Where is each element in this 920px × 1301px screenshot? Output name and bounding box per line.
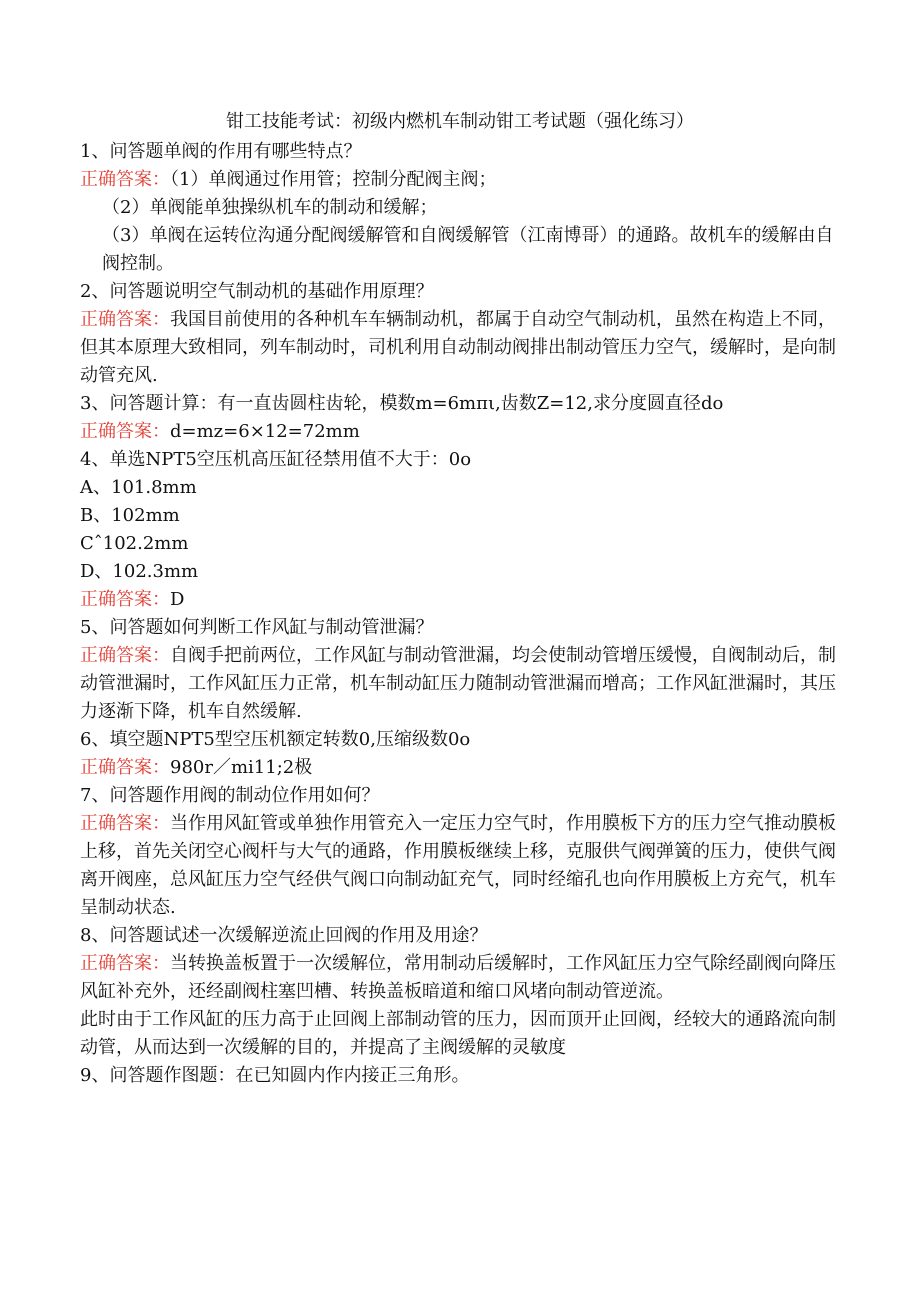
answer-6: [80, 754, 840, 782]
answer-8-continued: 此时由于工作风缸的压力高于止回阀上部制动管的压力，因而顶开止回阀，经较大的通路流向制动管，从而达到一次缓解的目的，并提高了主阀缓解的灵敏度: [80, 1009, 836, 1058]
answer-5: [80, 642, 840, 726]
question-1: 1、问答题单阀的作用有哪些特点？: [80, 141, 362, 162]
answer-label: 正确答案：: [80, 169, 170, 190]
answer-label: 正确答案：: [80, 421, 170, 442]
question-9: 9、问答题作图题：在已知圆内作内接正三角形。: [80, 1065, 470, 1086]
answer-label: 正确答案：: [80, 813, 170, 834]
answer-2-text: 我国目前使用的各种机车车辆制动机，都属于自动空气制动机，虽然在构造上不同，但其本原理大致相同，列车制动时，司机利用自动制动阀排出制动管压力空气，缓解时，是向制动管充风.: [80, 309, 836, 386]
answer-3: [80, 418, 840, 446]
answer-8: [80, 950, 840, 1006]
answer-label: 正确答案：: [80, 757, 170, 778]
answer-label: 正确答案：: [80, 309, 170, 330]
option-b: B、102mm: [80, 505, 180, 526]
page-title: 钳工技能考试：初级内燃机车制动钳工考试题（强化练习）: [226, 111, 694, 132]
answer-1-line-2: （2）单阀能单独操纵机车的制动和缓解；: [102, 197, 438, 218]
answer-5-text: 自阀手把前两位，工作风缸与制动管泄漏，均会使制动管增压缓慢，自阀制动后，制动管泄漏时，工作风缸压力正常，机车制动缸压力随制动管泄漏而增高；工作风缸泄漏时，其压力逐渐下降，机车自然缓解.: [80, 645, 836, 722]
answer-1-line-1: [80, 166, 840, 194]
question-8: 8、问答题试述一次缓解逆流止回阀的作用及用途？: [80, 925, 488, 946]
answer-4: [80, 586, 840, 614]
answer-4-text: D: [170, 589, 185, 610]
question-5: 5、问答题如何判断工作风缸与制动管泄漏？: [80, 617, 434, 638]
question-4: 4、单选NPT5空压机高压缸径禁用值不大于：0o: [80, 449, 472, 470]
answer-8-text: 当转换盖板置于一次缓解位，常用制动后缓解时，工作风缸压力空气除经副阀向降压风缸补充外，还经副阀柱塞凹槽、转换盖板暗道和缩口风堵向制动管逆流。: [80, 953, 836, 1002]
answer-6-text: 980r／mi11;2极: [170, 757, 313, 778]
question-6: 6、填空题NPT5型空压机额定转数0,压缩级数0o: [80, 729, 471, 750]
answer-7-text: 当作用风缸管或单独作用管充入一定压力空气时，作用膜板下方的压力空气推动膜板上移，首先关闭空心阀杆与大气的通路，作用膜板继续上移，克服供气阀弹簧的压力，使供气阀离开阀座，总风缸压力空气经供气阀口向制动缸充气，同时经缩孔也向作用膜板上方充气，机车呈制动状态.: [80, 813, 836, 918]
answer-label: 正确答案：: [80, 953, 170, 974]
answer-label: 正确答案：: [80, 589, 170, 610]
question-7: 7、问答题作用阀的制动位作用如何？: [80, 785, 380, 806]
question-3: 3、问答题计算：有一直齿圆柱齿轮，模数m=6mπι,齿数Z=12,求分度圆直径do: [80, 393, 724, 414]
answer-1-part-1: （1）单阀通过作用管；控制分配阀主阀；: [170, 169, 497, 190]
question-2: 2、问答题说明空气制动机的基础作用原理？: [80, 281, 434, 302]
answer-label: 正确答案：: [80, 645, 170, 666]
answer-3-text: d=mz=6×12=72mm: [170, 421, 360, 442]
option-a: A、101.8mm: [80, 477, 197, 498]
answer-2: [80, 306, 840, 390]
answer-1-line-3: （3）单阀在运转位沟通分配阀缓解管和自阀缓解管（江南博哥）的通路。故机车的缓解由自阀控制。: [102, 225, 834, 274]
option-d: D、102.3mm: [80, 561, 199, 582]
document-page: [80, 108, 840, 1090]
option-c: Cˆ102.2mm: [80, 533, 189, 554]
answer-7: [80, 810, 840, 922]
